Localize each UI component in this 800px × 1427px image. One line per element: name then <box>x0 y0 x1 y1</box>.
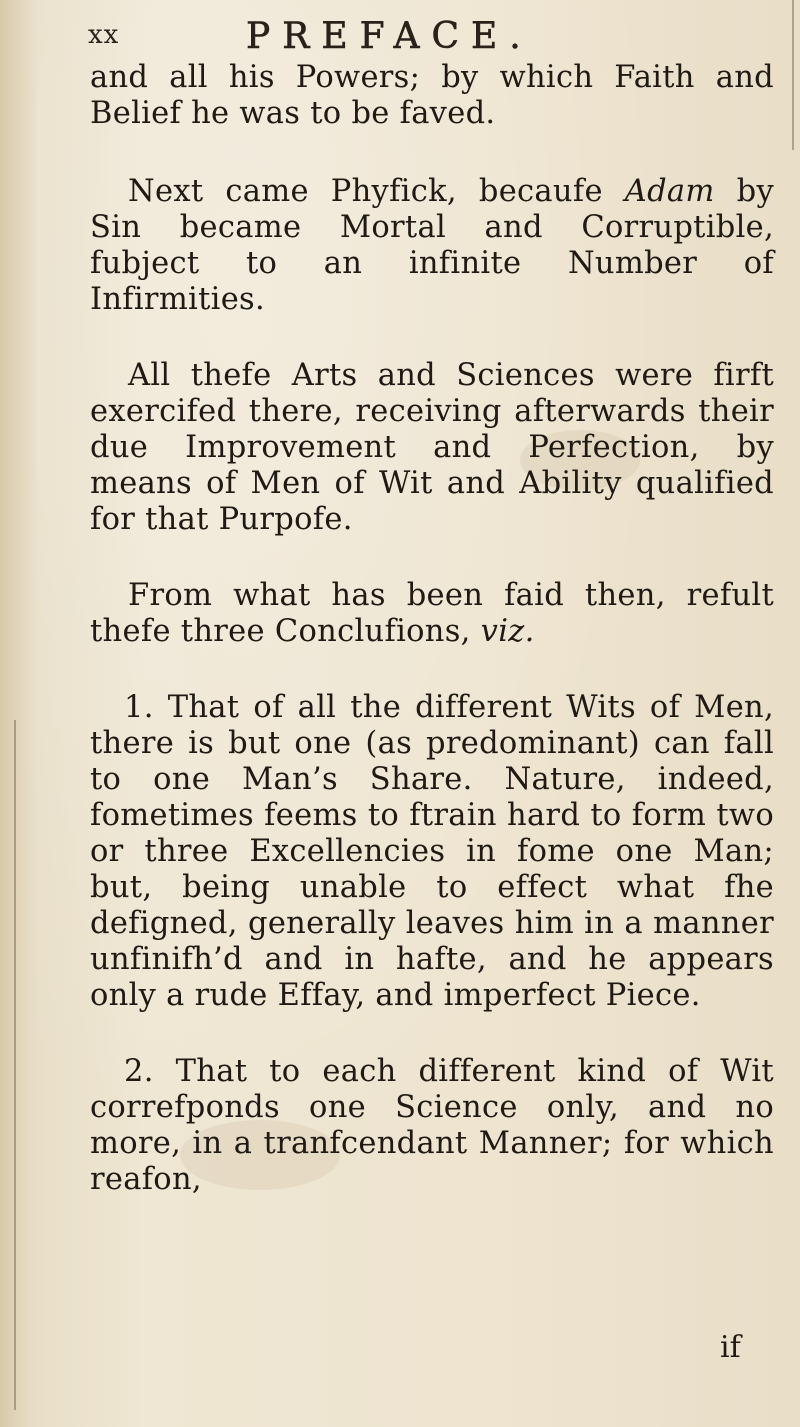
paragraph-continuation: and all his Powers; by which Faith and Belief he was to be faved. <box>90 60 774 131</box>
page-number: xx <box>88 20 120 50</box>
paragraph-physick-text: Next came Phyfick, becaufe <box>128 174 625 209</box>
page-gutter <box>0 0 38 1427</box>
page-edge-line <box>792 0 794 150</box>
paragraph-arts-sciences: All thefe Arts and Sciences were firft exercifed there, receiving afterwards their due Improvement and Perfection, by means of Men of Wit and Ability qualified for that Purpofe. <box>90 358 774 537</box>
italic-name-adam: Adam <box>624 174 715 209</box>
paragraph-conclusions <box>90 578 774 650</box>
page-header <box>88 16 768 56</box>
paragraph-physick-text-end: by Sin became Mortal and Corruptible, fubject to an infinite Number of Infirmities. <box>90 174 774 317</box>
paragraph-physick <box>90 174 774 318</box>
body-text <box>90 60 774 1238</box>
paragraph-point-1: 1. That of all the different Wits of Men, there is but one (as predominant) can fall to one Man’s Share. Nature, indeed, fometimes feems to ftrain hard to form two or three Excellencies in fome one Man; but, being unable to effect what fhe defigned, generally leaves him in a manner unfinifh’d and in hafte, and he appears only a rude Effay, and imperfect Piece. <box>90 690 774 1013</box>
gutter-fold-line <box>14 720 16 1410</box>
paragraph-point-2: 2. That to each different kind of Wit correfponds one Science only, and no more, in a tranfcendant Manner; for which reafon, <box>90 1054 774 1197</box>
italic-viz: viz. <box>480 614 535 649</box>
catchword: if <box>720 1330 741 1365</box>
paragraph-conclusions-text: From what has been faid then, refult thefe three Conclufions, <box>90 578 774 649</box>
running-head: PREFACE. <box>246 16 533 57</box>
